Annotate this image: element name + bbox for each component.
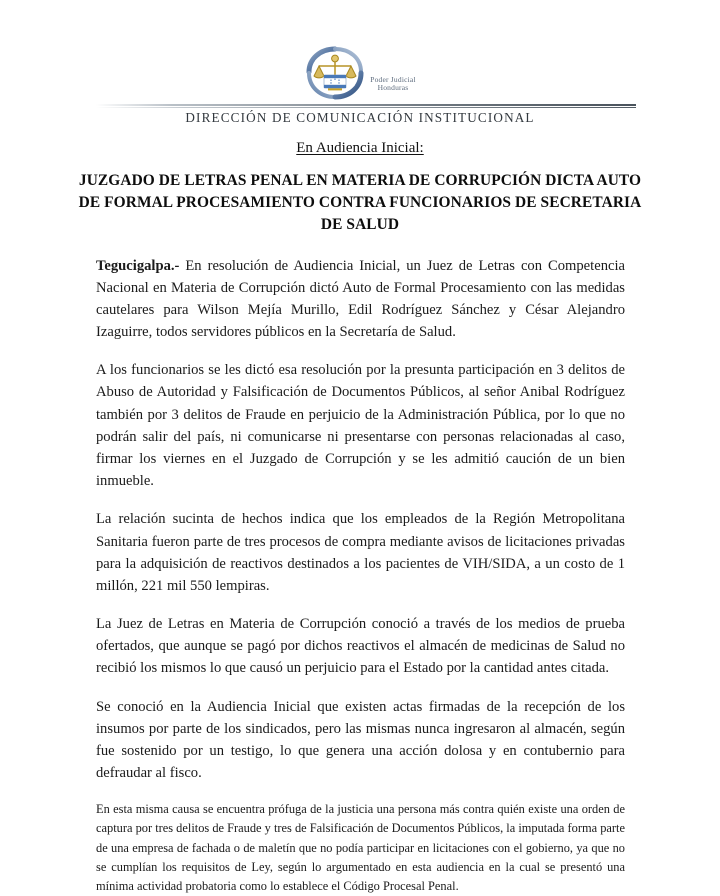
kicker-text: En Audiencia Inicial:: [296, 140, 424, 156]
paragraph-testimony: Se conoció en la Audiencia Inicial que existen actas firmadas de la recepción de los insumos por parte de los sindicados, pero las mismas nunca ingresaron al almacén, según fue sostenido por un testigo, lo que genera una acción dolosa y en contubernio para defraudar al fisco.: [96, 698, 625, 782]
paragraph-facts: La relación sucinta de hechos indica que los empleados de la Región Metropolitana Sanitaria fueron parte de tres procesos de compra mediante avisos de licitaciones privadas para la adquisición de reactivos destinados a los pacientes de VIH/SIDA, a un costo de 1 millón, 221 mil 550 lempiras.: [96, 511, 625, 594]
scales-of-justice-emblem-icon: [304, 44, 366, 102]
dateline: Tegucigalpa.-: [96, 257, 180, 274]
department-line: DIRECCIÓN DE COMUNICACIÓN INSTITUCIONAL: [185, 110, 535, 125]
page-title: JUZGADO DE LETRAS PENAL EN MATERIA DE CORRUPCIÓN DICTA AUTO DE FORMAL PROCESAMIENTO CONTRA FUNCIONARIOS DE SECRETARIA DE SALUD: [78, 172, 642, 233]
logo-wordmark: [370, 54, 416, 92]
paragraph-evidence: La Juez de Letras en Materia de Corrupción conoció a través de los medios de prueba ofertados, que aunque se pagó por dichos reactivos el almacén de medicinas de Salud no recibió los mismos lo que causó un perjuicio para el Estado por la cantidad antes citada.: [96, 616, 625, 677]
article-body: [96, 255, 625, 896]
letterhead: [0, 0, 720, 125]
paragraph-charges: A los funcionarios se les dictó esa resolución por la presunta participación en 3 delitos de Abuso de Autoridad y Falsificación de Documentos Públicos, al señor Anibal Rodríguez también por 3 delitos de Fraude en perjuicio de la Administración Pública, por lo que no podrán salir del país, ni comunicarse ni presentarse con personas relacionadas al caso, firmar los viernes en el Juzgado de Corrupción y se les admitió caución de un bien inmueble.: [96, 362, 625, 490]
paragraph-lead: [96, 255, 625, 344]
kicker: [0, 140, 720, 157]
paragraph-lead-text: En resolución de Audiencia Inicial, un Juez de Letras con Competencia Nacional en Materia de Corrupción dictó Auto de Formal Procesamiento con las medidas cautelares para Wilson Mejía Murillo, Edil Rodríguez Sánchez y César Alejandro Izaguirre, todos servidores públicos en la Secretaría de Salud.: [96, 257, 625, 341]
paragraph-fugitive-note: En esta misma causa se encuentra prófuga de la justicia una persona más contra quién existe una orden de captura por tres delitos de Fraude y tres de Falsificación de Documentos Públicos, la imputada forma parte de una empresa de fachada o de maletín que no podía participar en licitaciones con el gobierno, ya que no se cumplían los requisitos de Ley, según lo argumentado en esta audiencia en la cual se presentó una mínima actividad probatoria como lo establece el Código Procesal Penal.: [96, 802, 625, 894]
logo-line-1: Poder Judicial: [370, 75, 416, 85]
institution-logo: [0, 44, 720, 102]
logo-line-2: Honduras: [377, 83, 409, 92]
